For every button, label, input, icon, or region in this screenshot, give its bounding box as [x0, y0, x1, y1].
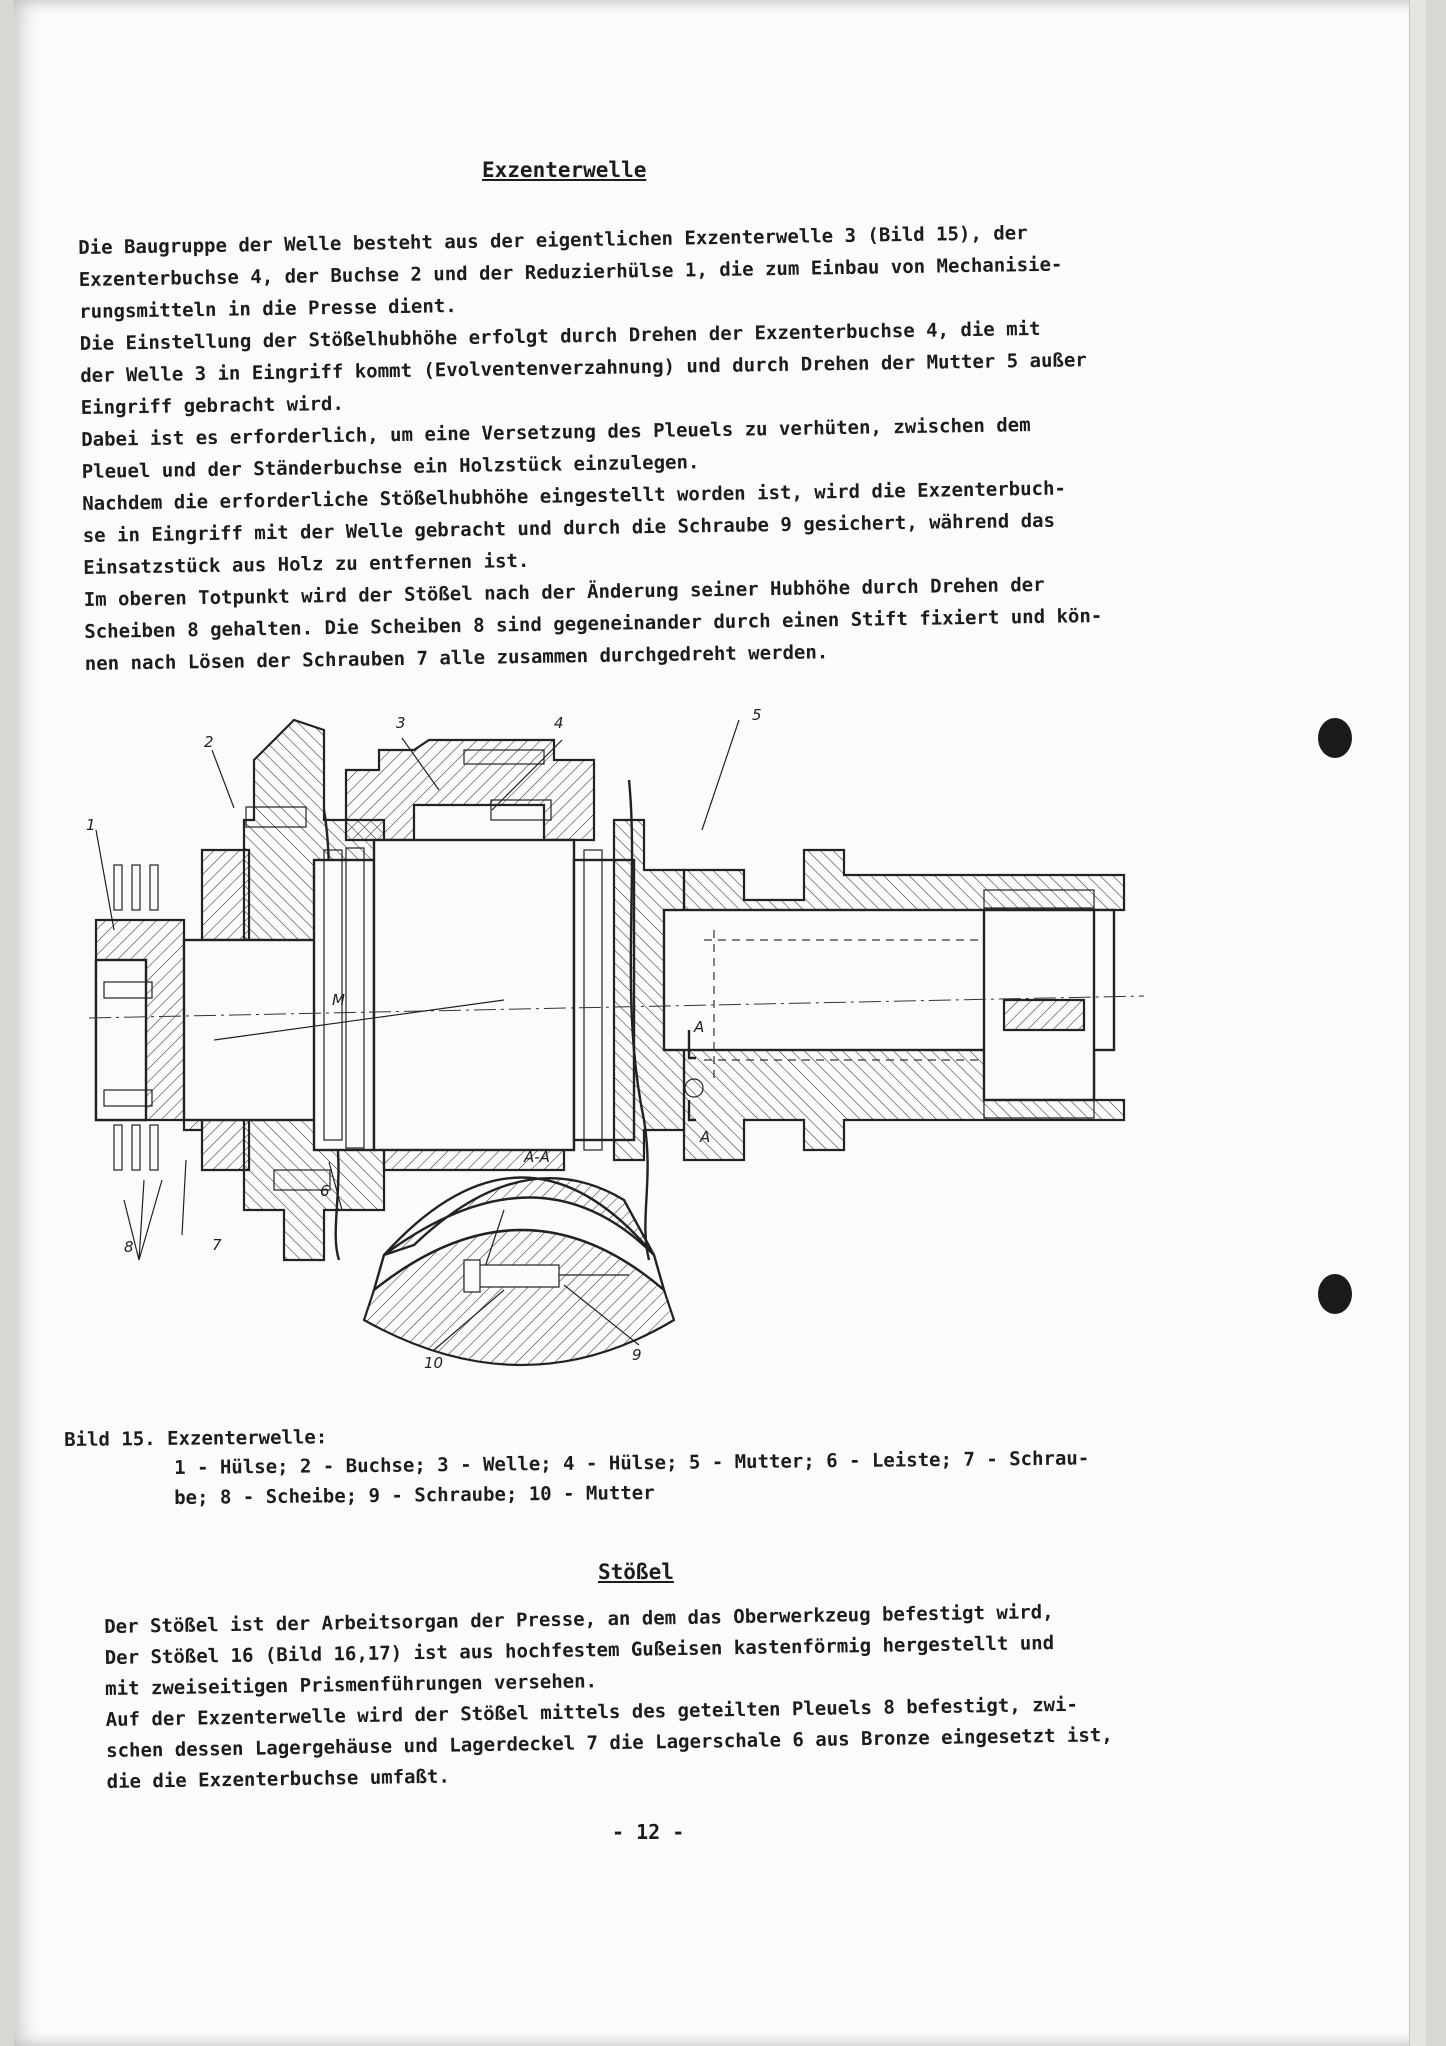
- section-body-stoessel: [104, 1594, 1247, 1798]
- text-line: Im oberen Totpunkt wird der Stößel nach der Änderung seiner Hubhöhe durch Drehen der: [83, 573, 1045, 611]
- section-a-a-detail: [364, 1178, 674, 1366]
- section-body-exzenterwelle: [78, 214, 1205, 680]
- text-line: Exzenterbuchse 4, der Buchse 2 und der Reduzierhülse 1, die zum Einbau von Mechanisie-: [78, 253, 1063, 291]
- page-number: - 12 -: [612, 1820, 685, 1844]
- label-8: 8: [124, 1238, 134, 1256]
- label-2: 2: [204, 733, 214, 751]
- punch-hole-top: [1318, 718, 1352, 758]
- text-line: Pleuel und der Ständerbuchse ein Holzstück einzulegen.: [81, 451, 700, 483]
- text-line: Nachdem die erforderliche Stößelhubhöhe eingestellt worden ist, wird die Exzenterbuch-: [82, 477, 1067, 515]
- text-line: Eingriff gebracht wird.: [80, 392, 345, 419]
- text-line: Dabei ist es erforderlich, um eine Versetzung des Pleuels zu verhüten, zwischen dem: [81, 414, 1031, 451]
- eccentric-bushing-4: [346, 740, 594, 840]
- text-line: rungsmitteln in die Presse dient.: [79, 295, 457, 323]
- text-line: Einsatzstück aus Holz zu entfernen ist.: [83, 549, 530, 579]
- text-line: schen dessen Lagergehäuse und Lagerdeckel 7 die Lagerschale 6 aus Bronze eingesetzt ist,: [106, 1724, 1113, 1762]
- label-3: 3: [396, 714, 406, 732]
- label-m: M: [332, 991, 345, 1009]
- text-line: Die Baugruppe der Welle besteht aus der eigentlichen Exzenterwelle 3 (Bild 15), der: [78, 222, 1028, 259]
- text-line: se in Eingriff mit der Welle gebracht und durch die Schraube 9 gesichert, während das: [82, 509, 1056, 547]
- text-line: mit zweiseitigen Prismenführungen versehen.: [105, 1670, 598, 1700]
- figure-caption-legend-1: 1 - Hülse; 2 - Buchse; 3 - Welle; 4 - Hülse; 5 - Mutter; 6 - Leiste; 7 - Schrau-: [174, 1447, 1090, 1479]
- section-title-stoessel: Stößel: [598, 1560, 674, 1584]
- document-page: [14, 0, 1426, 2046]
- technical-drawing-exzenterwelle: [84, 700, 1194, 1390]
- label-6: 6: [320, 1182, 330, 1200]
- label-1: 1: [86, 816, 96, 834]
- label-a-upper: A: [694, 1018, 705, 1036]
- label-10: 10: [424, 1354, 444, 1372]
- text-line: nen nach Lösen der Schrauben 7 alle zusammen durchgedreht werden.: [84, 641, 829, 675]
- text-line: die die Exzenterbuchse umfaßt.: [106, 1765, 450, 1793]
- page-edge: [1409, 0, 1426, 2046]
- text-line: der Welle 3 in Eingriff kommt (Evolventenverzahnung) und durch Drehen der Mutter 5 außer: [80, 349, 1087, 387]
- label-a-lower: A: [700, 1128, 711, 1146]
- label-5: 5: [752, 706, 762, 724]
- text-line: Auf der Exzenterwelle wird der Stößel mittels des geteilten Pleuels 8 befestigt, zwi-: [105, 1693, 1079, 1731]
- label-4: 4: [554, 714, 564, 732]
- figure-caption-title: Bild 15. Exzenterwelle:: [64, 1426, 328, 1451]
- label-7: 7: [212, 1236, 222, 1254]
- figure-caption-legend-2: be; 8 - Scheibe; 9 - Schraube; 10 - Mutter: [174, 1481, 655, 1509]
- text-line: Der Stößel 16 (Bild 16,17) ist aus hochfestem Gußeisen kastenförmig hergestellt und: [104, 1632, 1055, 1669]
- label-9: 9: [632, 1346, 642, 1364]
- section-title-exzenterwelle: Exzenterwelle: [482, 158, 647, 182]
- text-line: Die Einstellung der Stößelhubhöhe erfolgt durch Drehen der Exzenterbuchse 4, die mit: [79, 317, 1041, 355]
- text-line: Der Stößel ist der Arbeitsorgan der Presse, an dem das Oberwerkzeug befestigt wird,: [104, 1601, 1054, 1638]
- text-line: Scheiben 8 gehalten. Die Scheiben 8 sind gegeneinander durch einen Stift fixiert und kön-: [84, 604, 1103, 643]
- punch-hole-bottom: [1318, 1274, 1352, 1314]
- label-section-a-a: A-A: [524, 1148, 550, 1166]
